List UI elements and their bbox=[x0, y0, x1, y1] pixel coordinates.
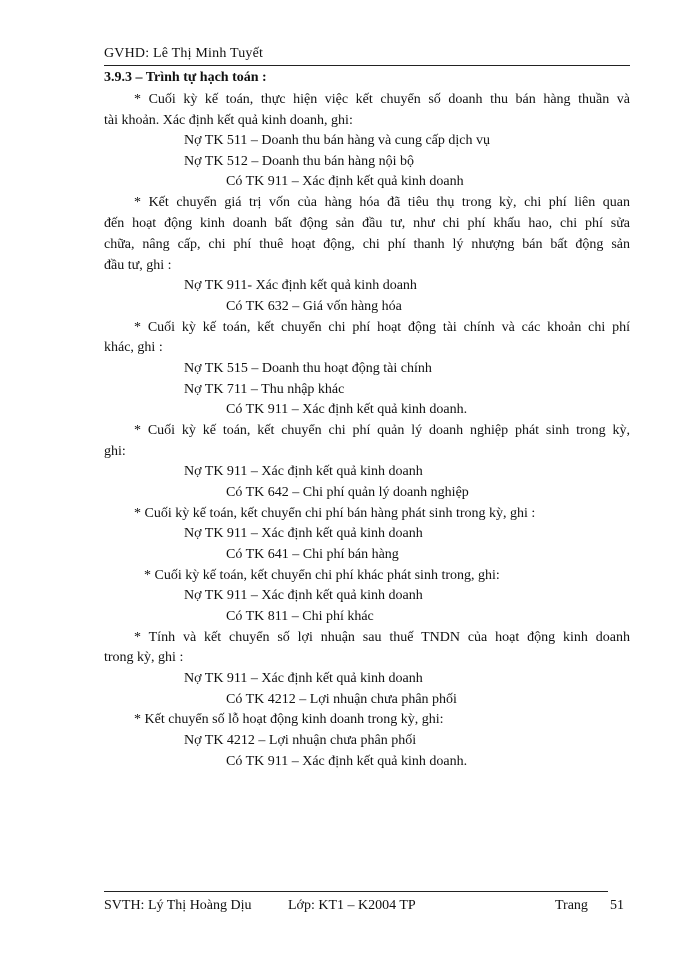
credit-entry: Có TK 641 – Chi phí bán hàng bbox=[226, 547, 399, 562]
paragraph-line: * Cuối kỳ kế toán, kết chuyển chi phí bán hàng phát sinh trong kỳ, ghi : bbox=[134, 506, 536, 521]
paragraph-line: trong kỳ, ghi : bbox=[104, 650, 184, 665]
credit-entry: Có TK 642 – Chi phí quản lý doanh nghiệp bbox=[226, 485, 469, 500]
paragraph-line: tài khoản. Xác định kết quả kinh doanh, ghi: bbox=[104, 113, 353, 128]
credit-entry: Có TK 911 – Xác định kết quả kinh doanh. bbox=[226, 754, 468, 769]
paragraph-line: chữa, nâng cấp, chi phí thuê hoạt động, chi phí thanh lý nhượng bán bất động sản bbox=[104, 237, 630, 252]
paragraph-line: * Cuối kỳ kế toán, kết chuyển chi phí khác phát sinh trong, ghi: bbox=[144, 568, 500, 583]
paragraph-line: * Cuối kỳ kế toán, kết chuyển chi phí quản lý doanh nghiệp phát sinh trong kỳ, bbox=[134, 423, 630, 438]
paragraph-line: * Cuối kỳ kế toán, kết chuyển chi phí hoạt động tài chính và các khoản chi phí bbox=[134, 320, 630, 335]
credit-entry: Có TK 811 – Chi phí khác bbox=[226, 609, 374, 624]
debit-entry: Nợ TK 911 – Xác định kết quả kinh doanh bbox=[184, 526, 423, 541]
paragraph-line: * Kết chuyển giá trị vốn của hàng hóa đã tiêu thụ trong kỳ, chi phí liên quan bbox=[134, 195, 630, 210]
header-rule bbox=[104, 65, 630, 66]
debit-entry: Nợ TK 911 – Xác định kết quả kinh doanh bbox=[184, 588, 423, 603]
debit-entry: Nợ TK 911 – Xác định kết quả kinh doanh bbox=[184, 464, 423, 479]
page-header: GVHD: Lê Thị Minh Tuyết bbox=[104, 46, 264, 61]
section-title: 3.9.3 – Trình tự hạch toán : bbox=[104, 70, 267, 85]
credit-entry: Có TK 911 – Xác định kết quả kinh doanh bbox=[226, 174, 464, 189]
credit-entry: Có TK 632 – Giá vốn hàng hóa bbox=[226, 299, 402, 314]
paragraph-line: * Cuối kỳ kế toán, thực hiện việc kết chuyển số doanh thu bán hàng thuần và bbox=[134, 92, 630, 107]
debit-entry: Nợ TK 512 – Doanh thu bán hàng nội bộ bbox=[184, 154, 414, 169]
debit-entry: Nợ TK 4212 – Lợi nhuận chưa phân phối bbox=[184, 733, 417, 748]
footer-class: Lớp: KT1 – K2004 TP bbox=[288, 898, 416, 913]
paragraph-line: * Tính và kết chuyển số lợi nhuận sau thuế TNDN của hoạt động kinh doanh bbox=[134, 630, 630, 645]
paragraph-line: * Kết chuyển số lỗ hoạt động kinh doanh trong kỳ, ghi: bbox=[134, 712, 444, 727]
footer-rule bbox=[104, 891, 608, 892]
debit-entry: Nợ TK 511 – Doanh thu bán hàng và cung cấp dịch vụ bbox=[184, 133, 491, 148]
paragraph-line: khác, ghi : bbox=[104, 340, 163, 355]
paragraph-line: ghi: bbox=[104, 444, 126, 459]
debit-entry: Nợ TK 911- Xác định kết quả kinh doanh bbox=[184, 278, 417, 293]
debit-entry: Nợ TK 711 – Thu nhập khác bbox=[184, 382, 345, 397]
credit-entry: Có TK 911 – Xác định kết quả kinh doanh. bbox=[226, 402, 468, 417]
footer-page-number: 51 bbox=[610, 898, 624, 913]
credit-entry: Có TK 4212 – Lợi nhuận chưa phân phối bbox=[226, 692, 457, 707]
debit-entry: Nợ TK 911 – Xác định kết quả kinh doanh bbox=[184, 671, 423, 686]
paragraph-line: đến hoạt động kinh doanh bất động sản đầu tư, như chi phí khấu hao, chi phí sửa bbox=[104, 216, 630, 231]
paragraph-line: đầu tư, ghi : bbox=[104, 258, 172, 273]
footer-student: SVTH: Lý Thị Hoàng Dịu bbox=[104, 898, 252, 913]
debit-entry: Nợ TK 515 – Doanh thu hoạt động tài chính bbox=[184, 361, 432, 376]
footer-page-label: Trang bbox=[555, 898, 588, 913]
